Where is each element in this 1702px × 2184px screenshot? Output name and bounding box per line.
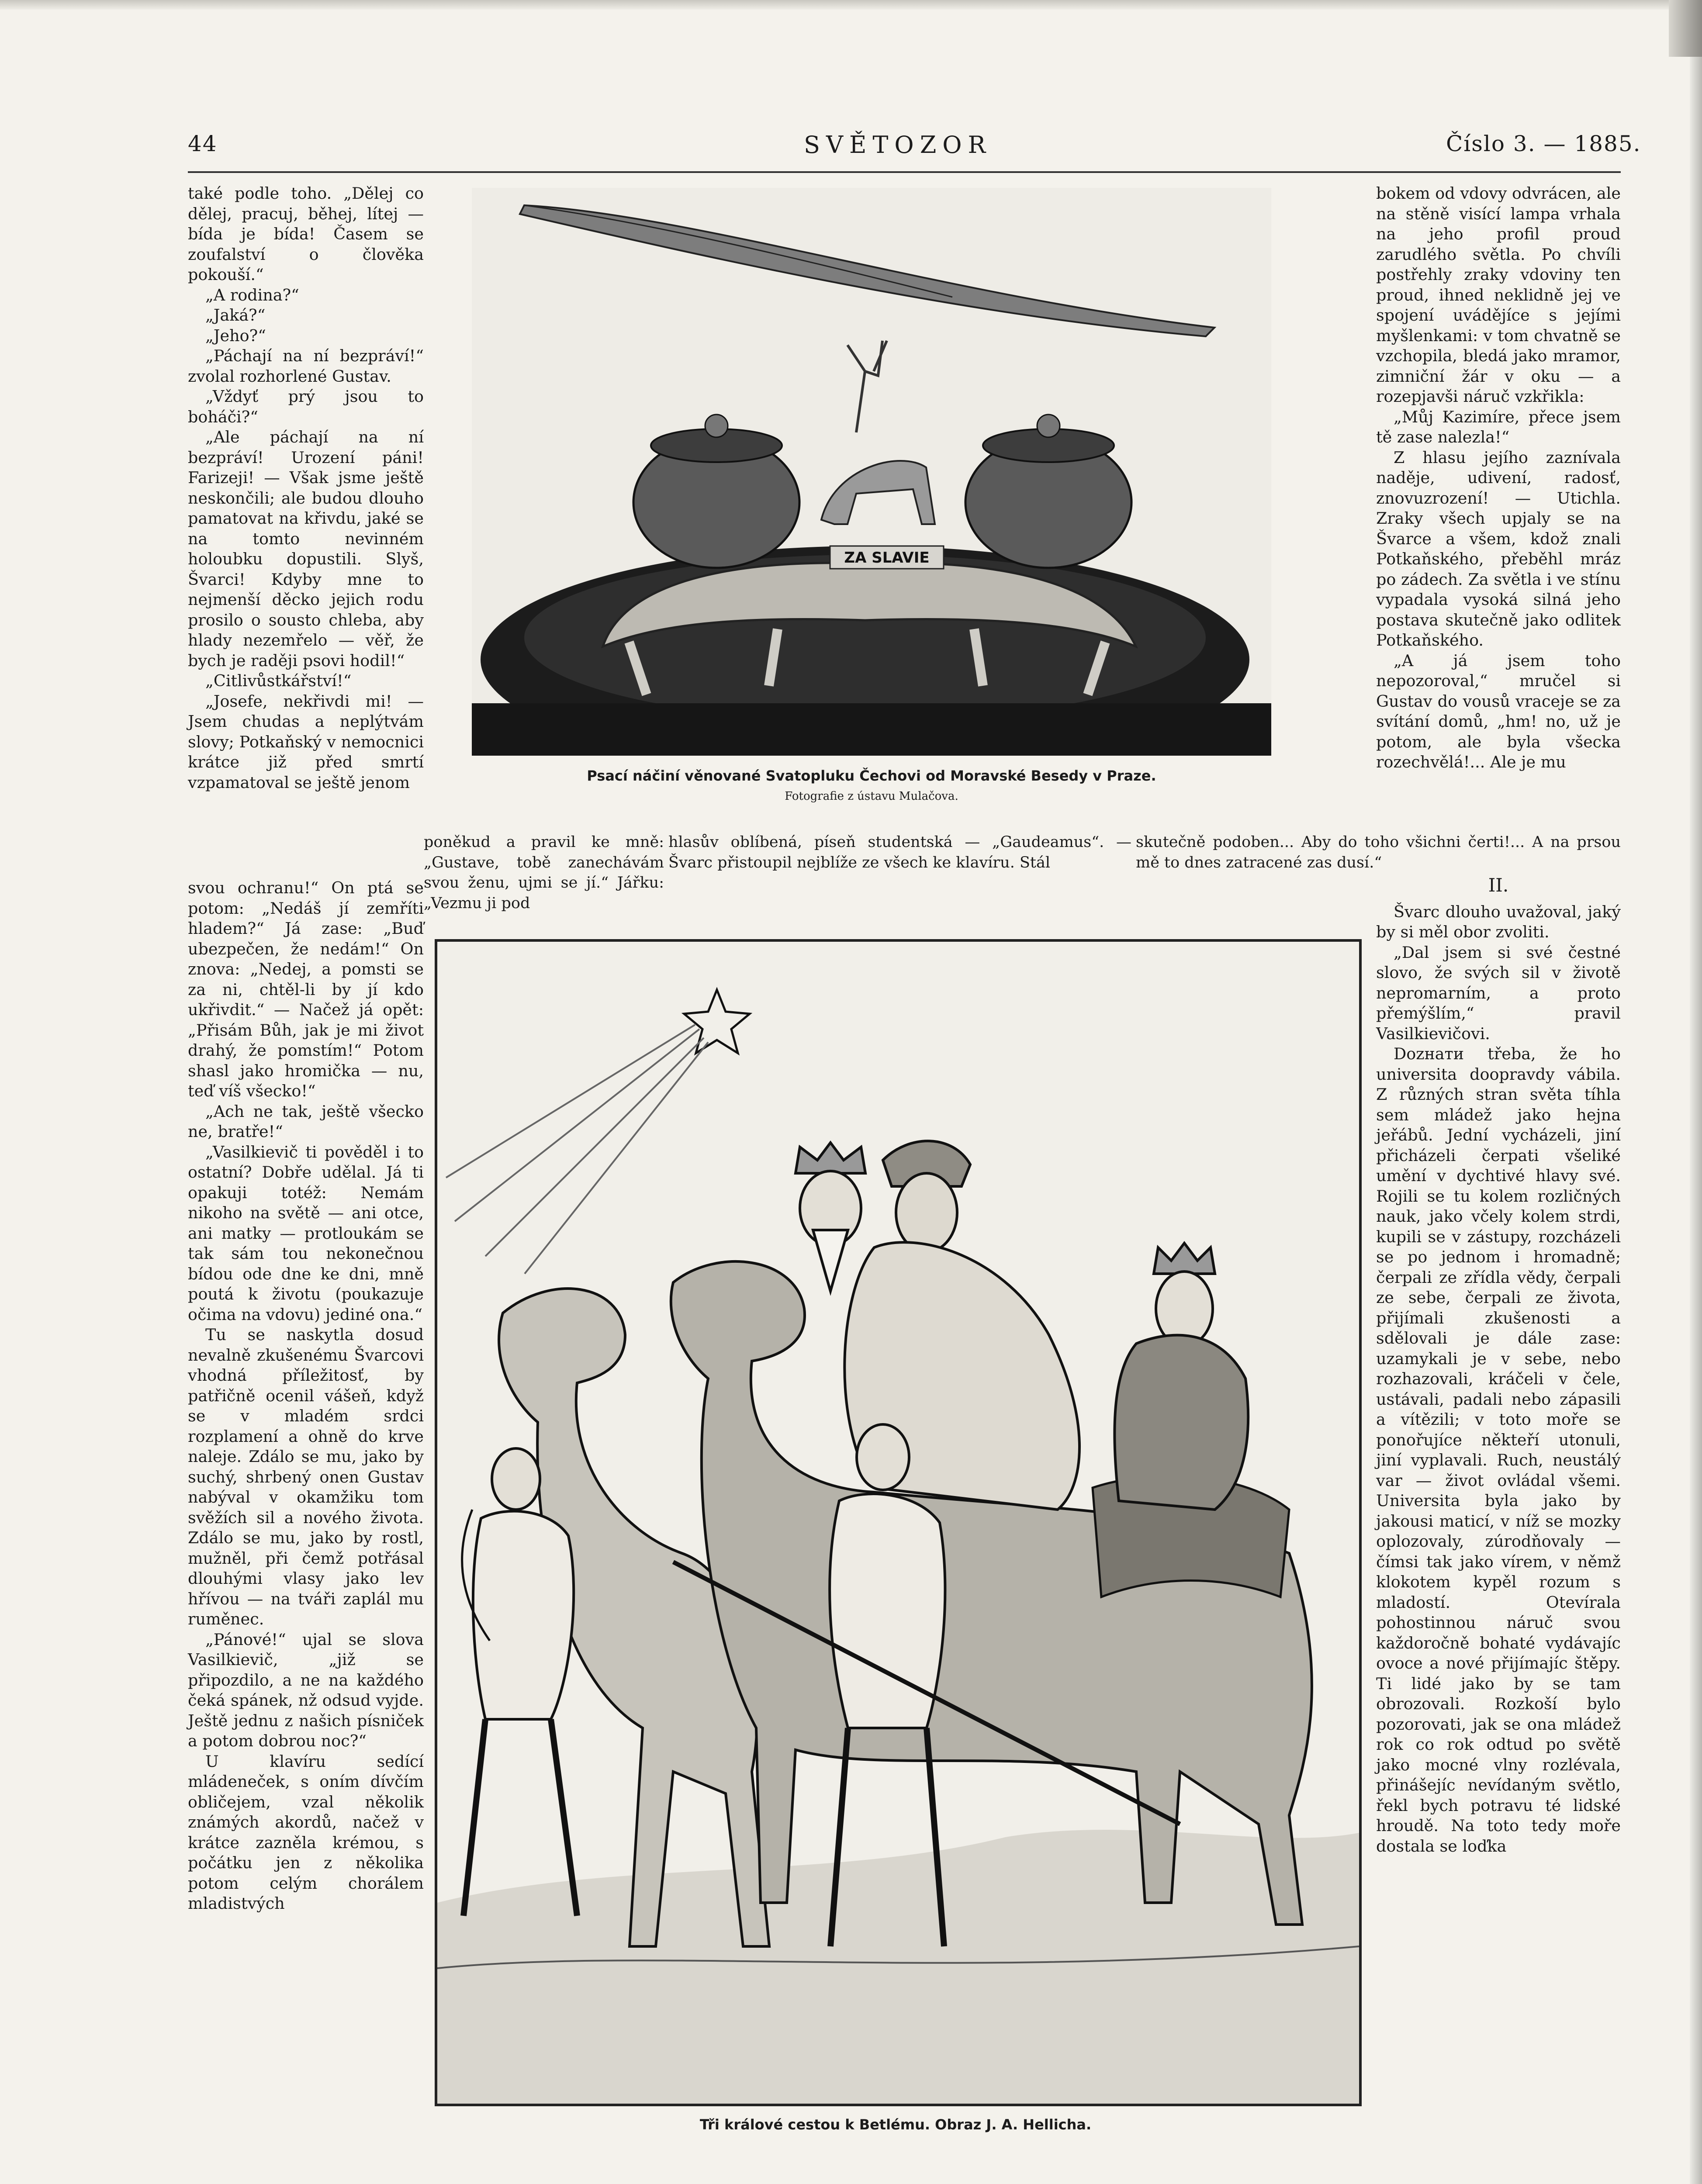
inkstand-engraving (472, 188, 1271, 756)
paragraph: U klavíru sedící mládeneček, s oním dívčím obličejem, vzal několik známých akordů, načež v krátce zazněla krémou, s počátku jen z několika potom celým chorálem mladistvých (188, 1752, 424, 1913)
inkstand-credit: Fotografie z ústavu Mulačova. (785, 790, 958, 803)
paragraph: „Jeho?“ (205, 326, 266, 345)
paragraph: „Ach ne tak, ještě všecko ne, bratře!“ (188, 1102, 424, 1141)
inkstand-caption: Psací náčiní věnované Svatopluku Čechovi od Moravské Besedy v Praze. (587, 767, 1156, 784)
left-column-bottom (188, 878, 424, 1914)
paragraph: „A já jsem toho nepozoroval,“ mručel si Gustav do vousů vraceje se za svítání domů, „hm! no, už je potom, ale byla všecka rozechvělá!... Ale je mu (1376, 651, 1621, 771)
paragraph: bokem od vdovy odvrácen, ale na stěně visící lampa vrhala na jeho profil proud zarudlého světla. Po chvíli postřehly zraky vdoviny ten proud, ihned neklidně jej ve spojení uvádějíce s jejími myšlenkami: v tom chvatně se vzchopila, bledá jako mramor, zimniční žár v oku — a rozepjavši náruč vzkřikla: (1376, 184, 1621, 406)
paragraph: „Citlivůstkářství!“ (205, 671, 352, 690)
paragraph: „Vasilkievič ti pověděl i to ostatní? Dobře udělal. Já ti opakuji totéž: Nemám nikoho na světě — ani otce, ani matky — protloukám se tak sám tou nekonečnou bídou ode dne ke dni, mně poutá k životu (poukazuje očima na vdovu) jediné ona.“ (188, 1142, 424, 1324)
issue-label: Číslo 3. — 1885. (1446, 131, 1641, 156)
paragraph: skutečně podoben... Aby do toho všichni čerti!... A na prsou mě to dnes zatracené zas dusí.“ (1136, 833, 1621, 871)
left-column-top (188, 183, 424, 793)
right-column-top (1376, 183, 1621, 773)
inkstand-plaque-text: ZA SLAVIE (844, 549, 930, 567)
crowned-king-right (1114, 1243, 1248, 1510)
paragraph: hlasův oblíbená, píseň studentská — „Gaudeamus“. — Švarc přistoupil nejblíže ze všech ke klavíru. Stál (668, 833, 1131, 871)
paragraph: „Josefe, nekřivdi mi! — Jsem chudas a neplýtvám slovy; Potkaňský v nemocnici krátce již před smrtí vzpamatoval se ještě jenom (188, 691, 424, 792)
scan-border-top (0, 0, 1702, 10)
paragraph: „Můj Kazimíre, přece jsem tě zase nalezla!“ (1376, 407, 1621, 446)
header-rule (188, 171, 1621, 173)
span-line-b (668, 832, 1131, 873)
paragraph: také podle toho. „Dělej co dělej, pracuj, běhej, lítej — bída je bída! Časem se zoufalství o člověka pokouší.“ (188, 184, 424, 284)
magi-caption: Tři králové cestou k Betlému. Obraz J. A. Hellicha. (699, 2116, 1092, 2133)
page-number: 44 (188, 131, 218, 156)
scan-corner (1669, 0, 1702, 57)
magazine-title: SVĚTOZOR (804, 131, 992, 159)
magi-engraving (437, 942, 1359, 2104)
paragraph: „Ale páchají na ní bezpráví! Urození páni! Farizeji! — Však jsme ještě neskončili; ale budou dlouho pamatovat na křivdu, jaké se na tomto nevinném holoubku dopustili. Slyš, Švarci! Kdyby mne to nejmenší děcko jejich rodu prosilo o sousto chleba, aby hlady nezemřelo — věř, že bych je raději psovi hodil!“ (188, 428, 424, 670)
paragraph: „Jaká?“ (205, 306, 266, 325)
bearded-king (796, 1143, 865, 1291)
paragraph: Švarc dlouho uvažoval, jaký by si měl obor zvoliti. (1376, 902, 1621, 941)
magi-illustration (435, 939, 1362, 2106)
paragraph: Tu se naskytla dosud nevalně zkušenému Švarcovi vhodná příležitosť, by patřičně ocenil vášeň, když se v mladém srdci rozplamení a ohně do krve naleje. Zdálo se mu, jako by suchý, shrbený onen Gustav nabýval v okamžiku tom svěžích sil a nového života. Zdálo se mu, jako by rostl, mužněl, při čemž potřásal dlouhými vlasy jako lev hřívou — na tváři zaplál mu ruměnec. (188, 1325, 424, 1628)
scan-edge-right (1690, 57, 1702, 2184)
right-column-bottom (1376, 869, 1621, 1856)
inkstand-illustration (472, 188, 1271, 756)
paragraph: Z hlasu jejího zaznívala naděje, udivení, radosť, znovuzrození! — Utichla. Zraky všech upjaly se na Švarce a všem, kdož znali Potkaňského, přeběhl mráz po zádech. Za světla i ve stínu vypadala vysoká silná jeho postava skutečně jako odlitek Potkaňského. (1376, 448, 1621, 650)
paragraph: „A rodina?“ (205, 285, 299, 304)
span-line-a (424, 832, 664, 913)
star-of-bethlehem (446, 990, 750, 1274)
paragraph: poněkud a pravil ke mně: „Gustave, tobě zanechávám svou ženu, ujmi se jí.“ Jářku: „Vezmu ji pod (424, 833, 664, 912)
paragraph: „Vždyť prý jsou to boháči?“ (188, 387, 424, 426)
paragraph: „Páchají na ní bezpráví!“ zvolal rozhorlené Gustav. (188, 346, 424, 386)
section-number: II. (1488, 874, 1509, 896)
paragraph: „Dal jsem si své čestné slovo, že svých sil v životě nepromarním, a proto přemýšlím,“ pravil Vasilkievičovi. (1376, 943, 1621, 1043)
paragraph: svou ochranu!“ On ptá se potom: „Nedáš jí zemříti hladem?“ Já zase: „Buď ubezpečen, že nedám!“ On znova: „Nedej, a pomsti se za ni, chtěl-li by jí kdo ukřivdit.“ — Načež já opět: „Přisám Bůh, jak je mi život drahý, že pomstím!“ Potom shasl jako hromička — nu, teď víš všecko!“ (188, 878, 424, 1100)
paragraph: Dozнати třeba, že ho universita doopravdy vábila. Z různých stran světa tíhla sem mládež jako hejna jeřábů. Jední vycházeli, jiní přicházeli čerpati všeliké umění v dychtivé hlavy své. Rojili se tu kolem rozličných nauk, jako včely kolem strdi, kupili se v zástupy, rozcházeli se po jednom i hromadně; čerpali ze zřídla vědy, čerpali ze sebe, čerpali ze života, přijímali zkušenosti a sdělovali je dále zase: uzamykali je v sebe, nebo rozhazovali, kráčeli v čele, ustávali, padali nebo zápasili a vítězili; v toto moře se ponořujíce někteří utonuli, jiní vyplavali. Ruch, neustálý var — život ovládal všemi. Universita byla jako by jakousi maticí, v níž se mozky oplozovaly, zúrodňovaly — čímsi tak jako vírem, v němž klokotem kypěl rozum s mladostí. Otevírala pohostinnou náruč svou každoročně bohaté vydávajíc ovoce a nové přijímajíc štěpy. Ti lidé jako by se tam obrozovali. Rozkoší bylo pozorovati, jak se ona mládež rok co rok odtud po světě jako mocné vlny rozlévala, přinášejíc nevídaným světlo, řekl bych potravu té lidské hroudě. Na toto tedy moře dostala se loďka (1376, 1044, 1621, 1856)
span-line-c (1136, 832, 1621, 873)
paragraph: „Pánové!“ ujal se slova Vasilkievič, „již se připozdilo, a ne na každého čeká spánek, nž odsud vyjde. Ještě jednu z našich písniček a potom dobrou noc?“ (188, 1630, 424, 1750)
